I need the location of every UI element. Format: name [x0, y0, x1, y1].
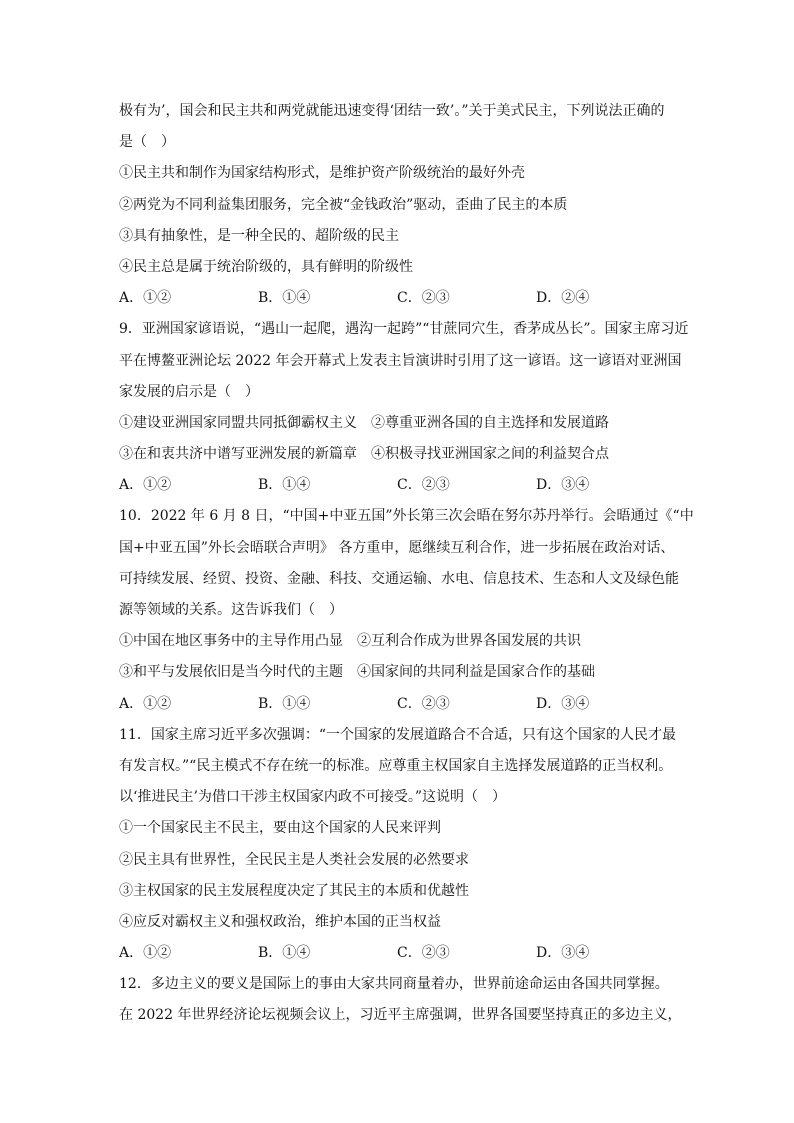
option-d: D．③④ [536, 477, 590, 494]
option-d: D．②④ [536, 290, 590, 307]
option-b: B．①④ [258, 290, 311, 307]
question-10 [119, 501, 694, 719]
question-text-line: 是（ ） [119, 134, 175, 151]
option-a: A．①② [119, 290, 172, 307]
question-11 [119, 720, 679, 970]
option-c: C．②③ [397, 945, 450, 962]
statement: ①中国在地区事务中的主导作用凸显 ②互利合作成为世界各国发展的共识 [119, 633, 581, 650]
statement: ③具有抽象性，是一种全民的、超阶级的民主 [119, 227, 399, 244]
question-12 [119, 969, 682, 1031]
question-8 [119, 96, 679, 314]
option-a: A．①② [119, 945, 172, 962]
question-text-line: 10．2022 年 6 月 8 日，“中国+中亚五国”外长第三次会晤在努尔苏丹举行。会晤通过《“中 [119, 508, 694, 525]
option-d: D．③④ [536, 945, 590, 962]
question-text-line: 在 2022 年世界经济论坛视频会议上，习近平主席强调，世界各国要坚持真正的多边主义， [119, 1007, 682, 1024]
statement: ①民主共和制作为国家结构形式，是维护资产阶级统治的最好外壳 [119, 165, 525, 182]
option-c: C．②③ [397, 290, 450, 307]
question-text-line: 极有为’，国会和民主共和两党就能迅速变得‘团结一致’。”关于美式民主，下列说法正确的 [119, 103, 665, 119]
question-text-line: 12．多边主义的要义是国际上的事由大家共同商量着办，世界前途命运由各国共同掌握。 [119, 976, 669, 993]
question-text-line: 源等领域的关系。这告诉我们（ ） [119, 602, 343, 618]
option-b: B．①④ [258, 945, 311, 962]
statement: ①一个国家民主不民主，要由这个国家的人民来评判 [119, 820, 441, 837]
answer-options [119, 470, 679, 501]
answer-options [119, 689, 679, 720]
answer-options [119, 283, 679, 314]
question-text-line: 11．国家主席习近平多次强调：“一个国家的发展道路合不合适，只有这个国家的人民才最 [119, 726, 676, 743]
question-text-line: 9．亚洲国家谚语说，“遇山一起爬，遇沟一起跨”“甘蔗同穴生，香茅成丛长”。国家主席习近 [119, 321, 689, 338]
option-b: B．①④ [258, 695, 311, 712]
statement: ④民主总是属于统治阶级的，具有鲜明的阶级性 [119, 258, 413, 275]
statement: ③主权国家的民主发展程度决定了其民主的本质和优越性 [119, 882, 469, 899]
statement: ①建设亚洲国家同盟共同抵御霸权主义 ②尊重亚洲各国的自主选择和发展道路 [119, 414, 609, 431]
statement: ③在和衷共济中谱写亚洲发展的新篇章 ④积极寻找亚洲国家之间的利益契合点 [119, 446, 609, 463]
statement: ④应反对霸权主义和强权政治，维护本国的正当权益 [119, 913, 441, 930]
question-text-line: 以‘推进民主’为借口干涉主权国家内政不可接受。”这说明（ ） [119, 789, 507, 806]
question-text-line: 家发展的启示是（ ） [119, 383, 259, 400]
question-text-line: 平在博鳌亚洲论坛 2022 年会开幕式上发表主旨演讲时引用了这一谚语。这一谚语对亚洲国 [119, 352, 682, 369]
option-c: C．②③ [397, 477, 450, 494]
option-d: D．③④ [536, 695, 590, 712]
option-b: B．①④ [258, 477, 311, 494]
question-9 [119, 314, 689, 501]
question-text-line: 可持续发展、经贸、投资、金融、科技、交通运输、水电、信息技术、生态和人文及绿色能 [119, 570, 679, 587]
answer-options [119, 938, 679, 969]
option-a: A．①② [119, 695, 172, 712]
question-text-line: 国+中亚五国”外长会晤联合声明》 各方重申，愿继续互利合作，进一步拓展在政治对话、 [119, 539, 675, 556]
question-text-line: 有发言权。”“民主模式不存在统一的标准。应尊重主权国家自主选择发展道路的正当权利。 [119, 757, 673, 774]
statement: ③和平与发展依旧是当今时代的主题 ④国家间的共同利益是国家合作的基础 [119, 664, 595, 681]
question-list [119, 96, 694, 1032]
statement: ②民主具有世界性，全民民主是人类社会发展的必然要求 [119, 851, 469, 868]
option-c: C．②③ [397, 695, 450, 712]
option-a: A．①② [119, 477, 172, 494]
statement: ②两党为不同利益集团服务，完全被“金钱政治”驱动，歪曲了民主的本质 [119, 196, 568, 213]
